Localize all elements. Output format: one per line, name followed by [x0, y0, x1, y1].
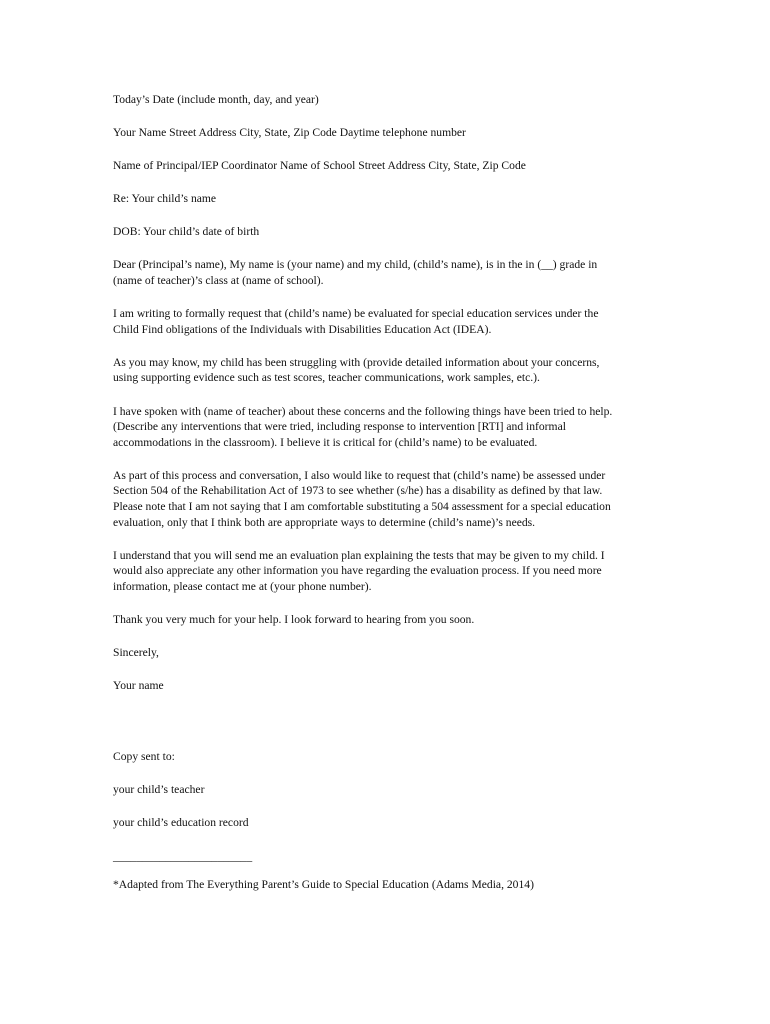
copy-label: Copy sent to: [113, 750, 175, 764]
dob-line: DOB: Your child’s date of birth [113, 225, 260, 239]
paragraph-line: Section 504 of the Rehabilitation Act of 1973 to see whether (s/he) has a disability as defined by that law. [113, 484, 603, 498]
paragraph-line: Dear (Principal’s name), My name is (your name) and my child, (child’s name), is in the in (__) grade in [113, 258, 598, 272]
paragraph-line: evaluation, only that I think both are appropriate ways to determine (child’s name)’s needs. [113, 515, 536, 529]
paragraph-line: (name of teacher)’s class at (name of school). [113, 274, 324, 288]
paragraph-line: information, please contact me at (your phone number). [113, 579, 372, 593]
closing: Sincerely, [113, 646, 159, 660]
paragraph-line: I am writing to formally request that (child’s name) be evaluated for special education services under the [113, 307, 599, 321]
paragraph-line: would also appreciate any other information you have regarding the evaluation process. If you need more [113, 564, 602, 578]
concerns-paragraph [113, 355, 658, 386]
evaluation-plan-paragraph [113, 548, 658, 595]
recipient-line: Name of Principal/IEP Coordinator Name of School Street Address City, State, Zip Code [113, 159, 526, 173]
footnote-rule: ________________________ [113, 849, 253, 863]
sender-line: Your Name Street Address City, State, Zip Code Daytime telephone number [113, 126, 466, 140]
request-paragraph [113, 306, 658, 337]
paragraph-line: accommodations in the classroom). I believe it is critical for (child’s name) to be evaluated. [113, 435, 538, 449]
signature-space [113, 711, 658, 749]
paragraph-line: (Describe any interventions that were tried, including response to intervention [RTI] and informal [113, 420, 566, 434]
date-line: Today’s Date (include month, day, and year) [113, 93, 319, 106]
paragraph-line: As you may know, my child has been struggling with (provide detailed information about your concerns, [113, 355, 600, 369]
letter-body [113, 92, 658, 910]
copy-item-record: your child’s education record [113, 816, 249, 830]
paragraph-line: using supporting evidence such as test scores, teacher communications, work samples, etc.). [113, 371, 540, 385]
footnote: *Adapted from The Everything Parent’s Guide to Special Education (Adams Media, 2014) [113, 878, 534, 892]
thank-you-paragraph: Thank you very much for your help. I look forward to hearing from you soon. [113, 612, 475, 626]
paragraph-line: I have spoken with (name of teacher) about these concerns and the following things have been tried to help. [113, 404, 613, 418]
copy-item-teacher: your child’s teacher [113, 783, 205, 797]
greeting-paragraph [113, 257, 658, 288]
paragraph-line: Please note that I am not saying that I am comfortable substituting a 504 assessment for a special education [113, 500, 611, 513]
paragraph-line: Child Find obligations of the Individuals with Disabilities Education Act (IDEA). [113, 322, 492, 336]
re-line: Re: Your child’s name [113, 192, 217, 206]
interventions-paragraph [113, 404, 658, 451]
signature: Your name [113, 679, 164, 693]
paragraph-line: As part of this process and conversation, I also would like to request that (child’s name) be assessed under [113, 468, 606, 482]
paragraph-line: I understand that you will send me an evaluation plan explaining the tests that may be given to my child. I [113, 548, 605, 562]
section-504-paragraph [113, 468, 658, 530]
